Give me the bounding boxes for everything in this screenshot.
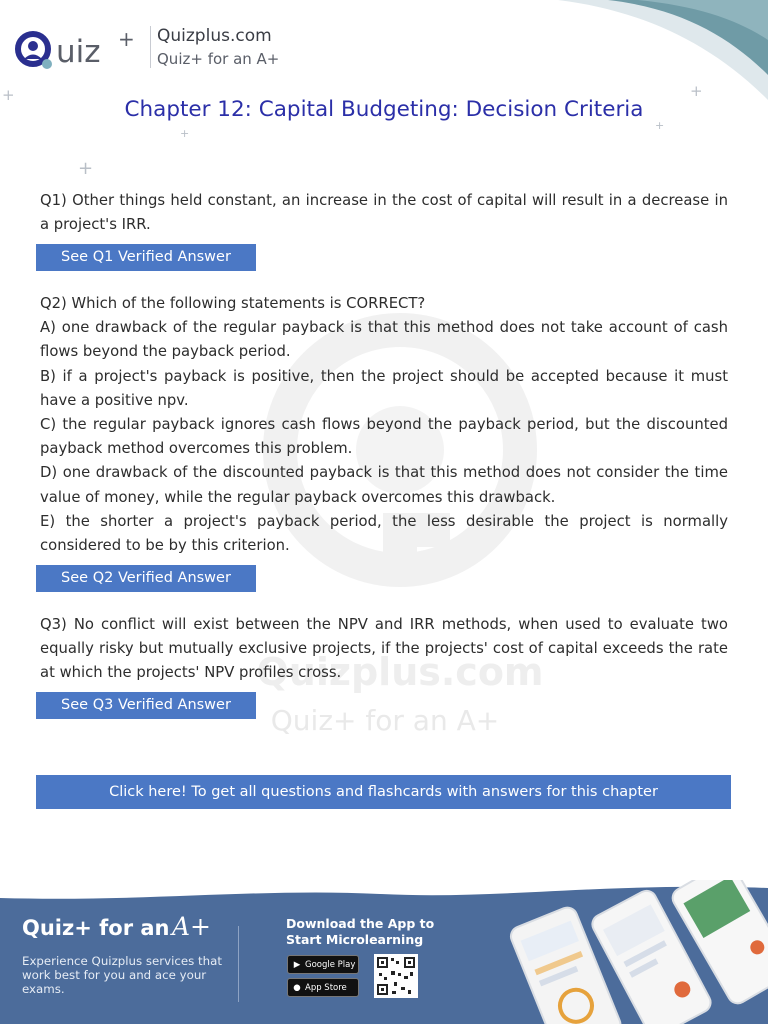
apple-icon: ●: [293, 983, 301, 993]
svg-text:+: +: [118, 27, 135, 51]
download-line-2: Start Microlearning: [286, 932, 424, 947]
qr-code[interactable]: [374, 954, 418, 998]
play-store-icon: ▶: [293, 960, 301, 970]
footer-description: Experience Quizplus services that work best for you and ace your exams.: [22, 954, 223, 996]
download-app-text: [286, 916, 434, 948]
footer-banner: [0, 880, 768, 1024]
plus-decoration: +: [180, 127, 190, 140]
question-text: Q1) Other things held constant, an increase in the cost of capital will result in a decrease in a project's IRR.: [40, 192, 728, 234]
watermark-site: Quizplus.com: [256, 650, 544, 694]
get-all-questions-button[interactable]: Click here! To get all questions and flashcards with answers for this chapter: [36, 775, 731, 809]
footer-title: Quiz+ for an: [22, 916, 170, 940]
answer-option-d: D) one drawback of the discounted payback is that this method does not consider the time value of money, while the regular payback overcomes this drawback.: [40, 464, 728, 506]
question-3: [40, 613, 728, 686]
footer-aplus: A+: [172, 912, 212, 941]
google-play-label: Google Play: [305, 960, 356, 970]
watermark-tagline: Quiz+ for an A+: [270, 704, 500, 737]
plus-decoration: +: [655, 119, 665, 132]
logo-text: uiz: [56, 34, 101, 70]
chapter-title: Chapter 12: Capital Budgeting: Decision Criteria: [124, 97, 644, 122]
plus-decoration: +: [690, 82, 703, 100]
download-line-1: Download the App to: [286, 916, 435, 931]
see-q1-answer-button[interactable]: See Q1 Verified Answer: [36, 244, 256, 271]
question-2: [40, 292, 728, 558]
question-text: Q2) Which of the following statements is CORRECT?: [40, 295, 426, 312]
see-q2-answer-button[interactable]: See Q2 Verified Answer: [36, 565, 256, 592]
answer-option-c: C) the regular payback ignores cash flows beyond the payback period, but the discounted payback method overcomes this problem.: [40, 416, 728, 458]
site-tagline: Quiz+ for an A+: [157, 50, 280, 68]
header-divider: [150, 26, 151, 68]
see-q3-answer-button[interactable]: See Q3 Verified Answer: [36, 692, 256, 719]
site-name[interactable]: Quizplus.com: [157, 26, 272, 46]
app-phones-illustration: [505, 880, 768, 1024]
plus-decoration: +: [2, 86, 15, 104]
answer-option-a: A) one drawback of the regular payback is that this method does not take account of cash flows beyond the payback period.: [40, 319, 728, 361]
plus-decoration: +: [78, 158, 94, 179]
google-play-badge[interactable]: [287, 955, 359, 974]
answer-option-b: B) if a project's payback is positive, then the project should be accepted because it must have a positive npv.: [40, 367, 728, 409]
question-text: Q3) No conflict will exist between the NPV and IRR methods, when used to evaluate two equally risky but mutually exclusive projects, if the projects' cost of capital exceeds the rate at which the projects' NPV profiles cross.: [40, 616, 728, 682]
question-1: [40, 189, 728, 237]
footer-divider: [238, 926, 239, 1002]
quizplus-logo: [14, 22, 149, 78]
answer-option-e: E) the shorter a project's payback period, the less desirable the project is normally considered to be by this criterion.: [40, 512, 728, 555]
app-store-label: App Store: [305, 983, 347, 993]
app-store-badge[interactable]: [287, 978, 359, 997]
